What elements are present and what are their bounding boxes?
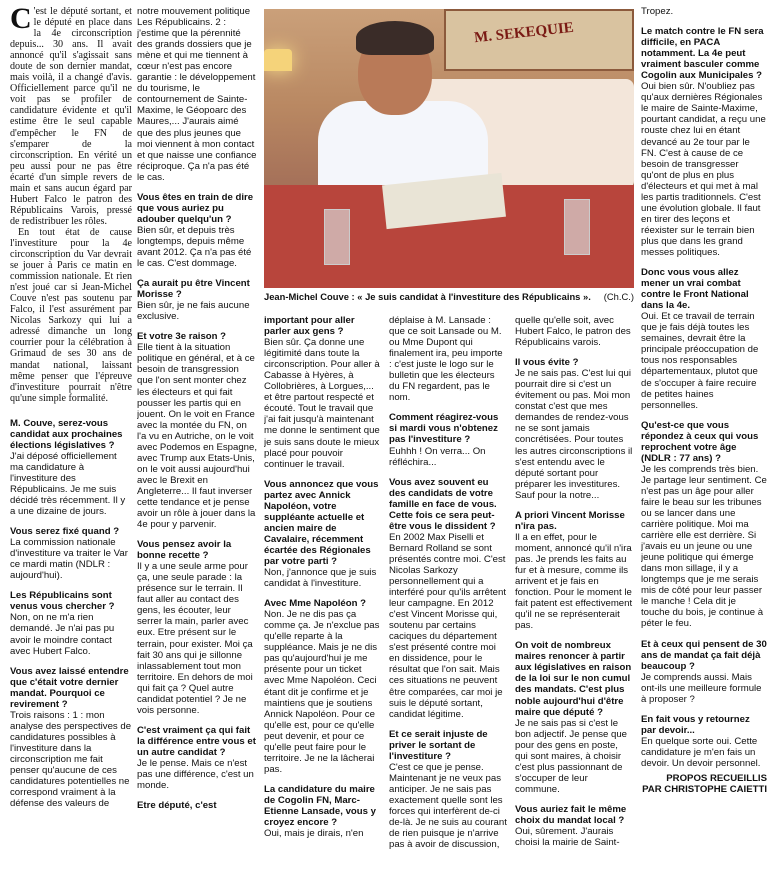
question: Vous auriez fait le même choix du mandat local ?: [515, 803, 627, 826]
answer: Non, on ne m'a rien demandé. Je n'ai pas pu avoir le moindre contact avec Hubert Falco.: [10, 612, 115, 657]
answer: déplaise à M. Lansade : que ce soit Lansade ou M. ou Mme Dupont qui finalement ira, peu importe : c'est juste le logo sur le bulletin que les électeurs du FN regardent, pas le nom.: [389, 315, 503, 404]
question: Ça aurait pu être Vincent Morisse ?: [137, 278, 250, 301]
answer: Oui, sûrement. J'aurais choisi la mairie de Saint-: [515, 826, 620, 849]
byline-line-2: PAR CHRISTOPHE CAIETTI: [642, 784, 767, 796]
question: Qu'est-ce que vous répondez à ceux qui vous reprochent votre âge (NDLR : 77 ans) ?: [641, 419, 759, 464]
lamp: [264, 49, 292, 71]
question: A priori Vincent Morisse n'ira pas.: [515, 509, 625, 532]
byline-line-1: PROPOS RECUEILLIS: [666, 773, 767, 785]
question: Avec Mme Napoléon ?: [264, 598, 366, 610]
question: Etre député, c'est: [137, 800, 217, 812]
answer: Elle tient à la situation politique en général, et à ce besoin de transgression que l'on sent monter chez les électeurs et qui fait pousser les partis qui en jouent. On le voit en France avec la montée du FN, on l'a vu en Autriche, on le voit avec Podemos en Espagne, avec Trump aux Etats-Unis, on le voit aussi aujourd'hui avec le Brexit en Angleterre... Il faut inverser cette tendance et je pense avoir un rôle à jouer dans la 4e pour y parvenir.: [137, 342, 257, 531]
answer: notre mouvement politique Les Républicains. 2 : j'estime que la pérennité des grands dossiers que je mène et qui me tiennent à cœur n'est pas encore garantie : le développement du tourisme, le contournement de Sainte-Maxime, le Géopoarc des Maures,... J'aurais aimé que des plus jeunes que moi viennent à mon contact et que naisse une confiance réciproque. Ça n'a pas été le cas.: [137, 6, 257, 183]
question: Le match contre le FN sera difficile, en PACA notamment. La 4e peut vraiment basculer comme Cogolin aux Municipales ?: [641, 26, 764, 82]
photo-credit: (Ch.C.): [603, 291, 634, 302]
question: En fait vous y retournez par devoir...: [641, 713, 750, 736]
photo-caption: [264, 291, 634, 302]
answer: C'est ce que je pense. Maintenant je ne veux pas anticiper. Je ne sais pas exactement quelle sont les forces qui interfèrent de-ci de-là. Je ne suis au courant de rien puisque je n'arrive pas à avoir de discussion,: [389, 761, 507, 851]
column-6: [641, 6, 767, 884]
question: On voit de nombreux maires renoncer à partir aux législatives en raison de la loi sur le non cumul des mandats. C'est plus noble aujourd'hui d'être maire que député ?: [515, 640, 632, 718]
poster-text: M. SEKEQUIE: [473, 19, 575, 47]
question: Il vous évite ?: [515, 357, 579, 369]
answer: Euhhh ! On verra... On réfléchira...: [389, 445, 486, 468]
question: Vous avez laissé entendre que c'était votre dernier mandat. Pourquoi ce revirement ?: [10, 665, 129, 710]
question: Vous avez souvent eu des candidats de votre famille en face de vous. Cette fois ce sera peut-être vous le dissident ?: [389, 476, 497, 532]
question: Et à ceux qui pensent de 30 ans de mandat ça fait déjà beaucoup ?: [641, 638, 767, 672]
answer: Il a en effet, pour le moment, annoncé qu'il n'ira pas. Je prends les faits au fur et à mesure, comme ils arrivent et je fais en fonction. Pour le moment le fait patent est effectivement qu'il ne se représenterait pas.: [515, 531, 633, 632]
question: Vous êtes en train de dire que vous auriez pu adouber quelqu'un ?: [137, 191, 254, 225]
answer: En 2002 Max Piselli et Bernard Rolland se sont présentés contre moi. C'est Nicolas Sarkozy personnellement qui a interféré pour qu'ils arrêtent leur campagne. En 2012 c'est Vincent Morisse qui, soutenu par certains caciques du département s'est présenté contre moi en dissidence, pour le résultat que l'on sait. Mais ces situations ne peuvent être comparées, car moi je suis le député sortant, candidat légitime.: [389, 531, 507, 720]
question: Donc vous vous allez mener un vrai combat contre le Front National dans la 4e.: [641, 267, 749, 312]
caption-text: Jean-Michel Couve : « Je suis candidat à l'investiture des Républicains ».: [264, 291, 591, 302]
question: important pour aller parler aux gens ?: [264, 315, 355, 338]
column-5: [515, 315, 633, 883]
answer: quelle qu'elle soit, avec Hubert Falco, le patron des Républicains varois.: [515, 315, 631, 349]
column-1: [10, 6, 132, 884]
answer: La commission nationale d'investiture va traiter le Var ce mardi matin (NDLR : aujourd'hui).: [10, 537, 128, 582]
answer: Il y a une seule arme pour ça, une seule parade : la présence sur le terrain. Il faut aller au contact des gens, les écouter, leur serrer la main, parler avec eux. Etre présent sur le terrain, pour exister. Moi ça fait 30 ans qui je sillonne inlassablement tout mon territoire. En dehors de moi qui fait ça ? Quel autre candidat potentiel ? Je ne vois personne.: [137, 561, 253, 716]
answer: Je le pense. Mais ce n'est pas une différence, c'est un monde.: [137, 758, 254, 792]
column-3: [264, 315, 382, 883]
answer: Oui bien sûr. N'oubliez pas qu'aux dernières Régionales le maire de Sainte-Maxime, pourtant candidat, a reçu une rouste chez lui en étant devancé au 2e tour par le FN. C'est à cause de ce besoin de transgresser qu'ont de plus en plus d'électeurs et qui met à mal les partis traditionnels. C'est une évolution globale. Il faut en tirer des leçons et réexister sur le terrain bien plus que dans les grand messes politiques.: [641, 81, 766, 258]
answer: Je ne sais pas si c'est le bon adjectif. Je pense que pour des gens en poste, qui sont maires, à choisir c'est plus passionnant de s'occuper de leur commune.: [515, 717, 628, 795]
answer: Non, j'annonce que je suis candidat à l'investiture.: [264, 567, 377, 590]
article-photo: [264, 9, 634, 288]
question: Les Républicains sont venus vous chercher ?: [10, 590, 115, 613]
answer: Bien sûr, et depuis très longtemps, depuis même avant 2012. Ça n'a pas été le cas. C'est dommage.: [137, 224, 252, 270]
intro-paragraph: C 'est le député sortant, et le député en place dans la 4e circonscription depuis... 30 ans. Il avait annoncé qu'il s'agissait sans doute de son dernier mandat, mais voilà, il a changé d'avis. Officiellement parce qu'il ne voit pas se profiler de candidature évidente et qu'il estime être le seul capable d'empêcher le FN de s'emparer de la circonscription. En vérité un peu aussi pour ne pas être écarté d'un simple revers de main et sans aucun égard par Hubert Falco le patron des Républicains Varois, pressé de redistribuer les rôles.: [10, 6, 132, 227]
question: La candidature du maire de Cogolin FN, Marc-Etienne Lansade, vous y croyez encore ?: [264, 783, 376, 829]
question: M. Couve, serez-vous candidat aux prochaines élections législatives ?: [10, 417, 123, 451]
question: Comment réagirez-vous si mardi vous n'obtenez pas l'investiture ?: [389, 412, 499, 446]
answer: Tropez.: [641, 6, 674, 17]
question: C'est vraiment ça qui fait la différence entre vous et un autre candidat ?: [137, 724, 256, 758]
answer: Bien sûr, je ne fais aucune exclusive.: [137, 300, 250, 323]
glass: [564, 199, 590, 255]
answer: En quelque sorte oui. Cette candidature je m'en fais un devoir. Un devoir personnel.: [641, 735, 761, 769]
answer: Non. Je ne dis pas ça comme ça. Je n'exclue pas qu'elle reparte à la suppléance. Mais je ne dis pas qu'aujourd'hui je me présente pour un ticket avec Mme Napoléon. Ceci étant dit je confirme et je maintiens que je soutiens Annick Napoléon. Pour ce qu'elle est, pour ce qu'elle peut devenir, et pour ce qu'elle peut faire pour le territoire. Je ne la lâcherai pas.: [264, 609, 380, 775]
glass: [324, 209, 350, 265]
person-hair: [356, 21, 434, 55]
answer: Trois raisons : 1 : mon analyse des perspectives de candidatures possibles à l'investiture dans la circonscription me fait penser qu'aucune de ces candidatures potentielles ne correspond vraiment à la défense des valeurs de: [10, 709, 132, 810]
question: Et ce serait injuste de priver le sortant de l'investiture ?: [389, 728, 488, 762]
question: Vous serez fixé quand ?: [10, 526, 120, 538]
column-2: [137, 6, 257, 884]
answer: Bien sûr. Ça donne une légitimité dans toute la circonscription. Pour aller à Cabasse à Hyères, à Collobrières, à Lorgues,... et être partout respecté et écouté. Tout le travail que j'ai fait jusqu'à maintenant me donne le sentiment que je suis sans doute le mieux placé pour pouvoir continuer le travail.: [264, 337, 380, 470]
intro-paragraph-2: En tout état de cause l'investiture pour la 4e circonscription du Var devrait se jouer à Paris ce matin en commission nationale. Et rien n'est joué car si Jean-Michel Couve n'est pas soutenu par Falco, il l'est assurément par Nicolas Sarkozy qui lui a adressé dimanche un long courrier pour la célébration à Grimaud de ses 30 ans de mandat national, laissant même penser que l'épreuve d'investiture pourrait n'être qu'une simple formalité.: [10, 226, 132, 404]
answer: Oui. Et ce travail de terrain que je fais déjà toutes les semaines, devrait être la principale préoccupation de tous nos responsables départementaux, plutot que de s'occuper à faire recuire de petites haines personnelles.: [641, 311, 759, 411]
byline: [641, 773, 767, 795]
column-4: [389, 315, 507, 883]
answer: Je les comprends très bien. Je partage leur sentiment. Ce n'est pas un âge pour aller faire le beau sur les tribunes ou se lancer dans une carrière politique. Moi ma carrière elle est derrière. Si j'avais eu un jeune ou une jeune politique qui émerge dans mon sillage, il y a longtemps que je me serais mis de côté pour leur passer le manche ! Cela dit je touche du bois, je continue à péter le feu.: [641, 463, 767, 630]
answer: J'ai déposé officiellement ma candidature à l'investiture des Républicains. Je me suis décidé très récemment. Il y a une dizaine de jours.: [10, 450, 126, 518]
question: Vous annoncez que vous partez avec Annick Napoléon, votre suppléante actuelle et ancien maire de Cavalaire, récemment écartée des Régionales par votre parti ?: [264, 478, 379, 567]
answer: Oui, mais je dirais, n'en: [264, 828, 364, 840]
answer: Je ne sais pas. C'est lui qui pourrait dire si c'est un évitement ou pas. Moi mon constat c'est que mes demandes de rendez-vous ne se sont jamais concrétisées. Pour toutes les autres circonscriptions il s'est entendu avec le député sortant pour préparer les investitures. Sauf pour la notre...: [515, 368, 633, 501]
question: Vous pensez avoir la bonne recette ?: [137, 539, 232, 562]
drop-cap: C: [10, 6, 32, 35]
question: Et votre 3e raison ?: [137, 331, 227, 343]
answer: Je comprends aussi. Mais ont-ils une meilleure formule à proposer ?: [641, 671, 762, 705]
